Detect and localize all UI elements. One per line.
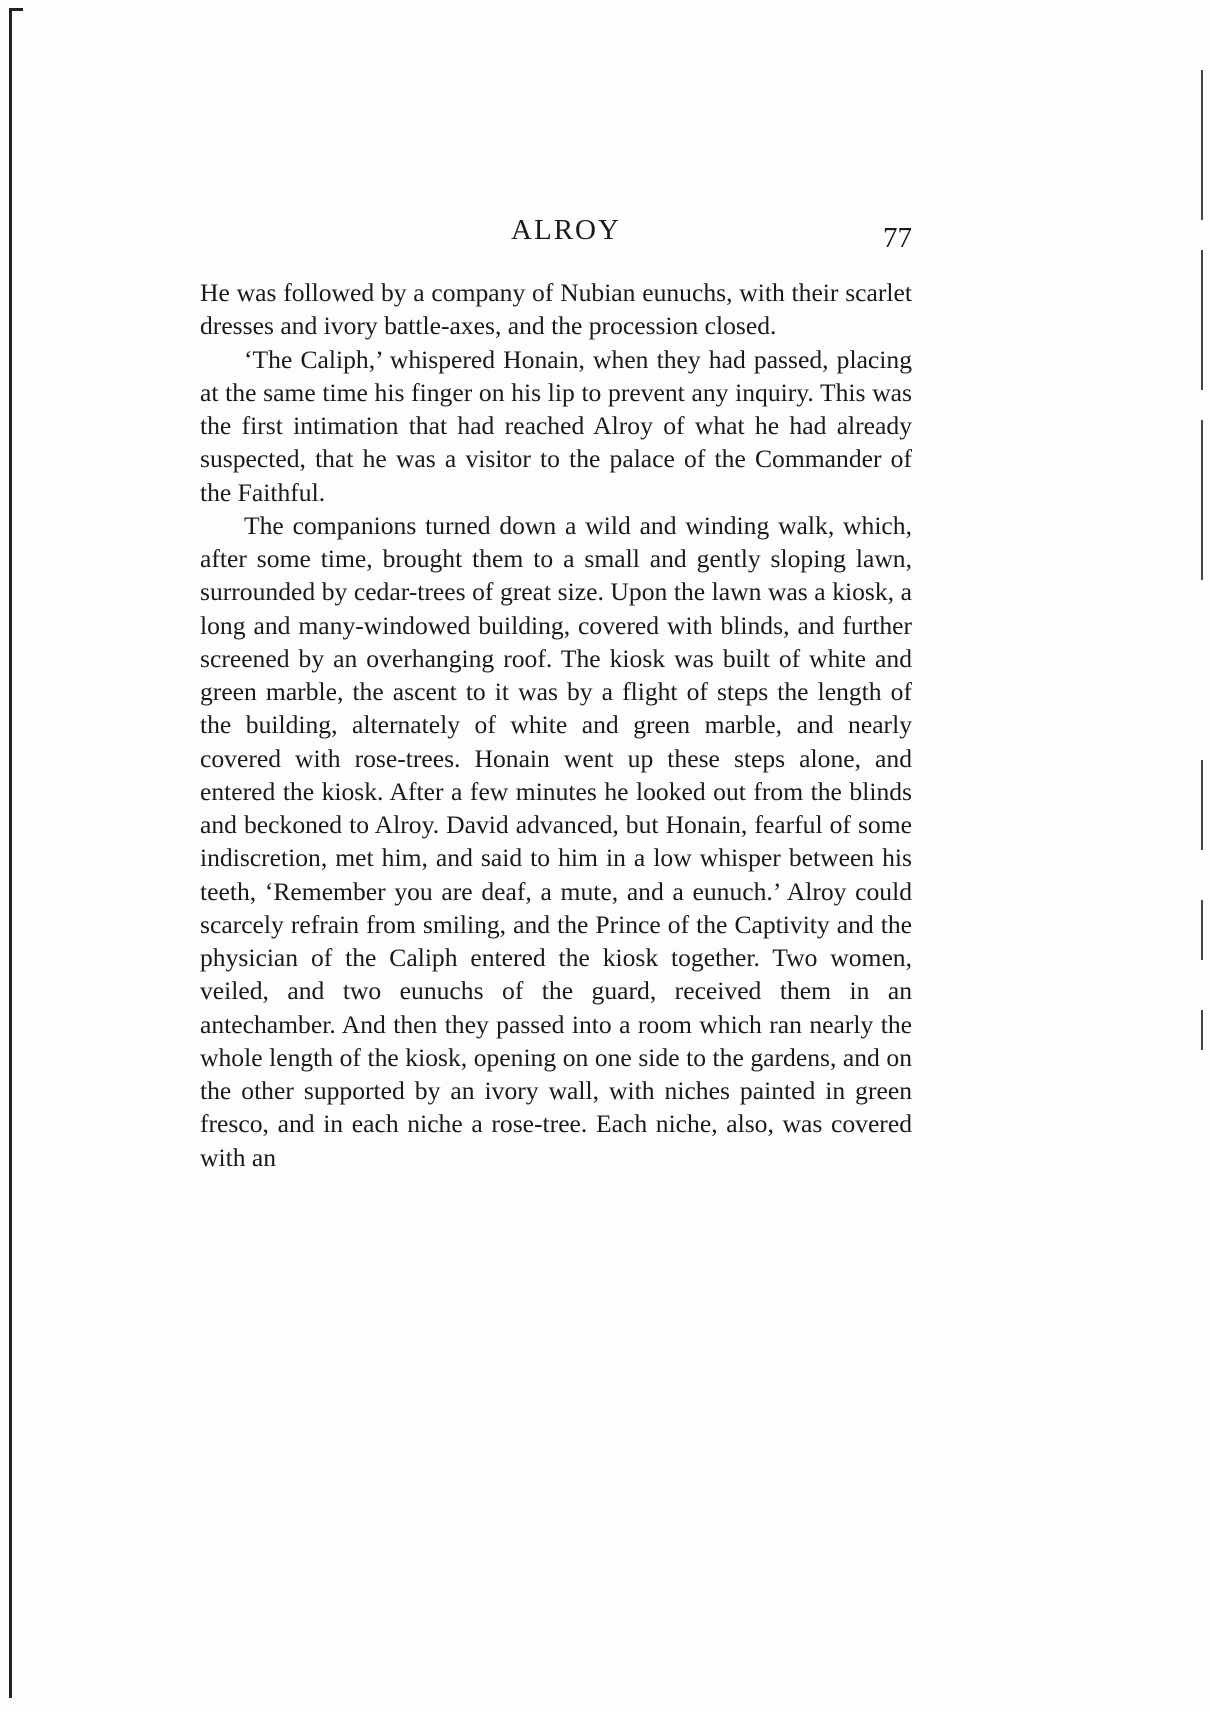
scan-edge-mark bbox=[1201, 70, 1203, 220]
paragraph: ‘The Caliph,’ whispered Honain, when they had passed, placing at the same time his finger on his lip to prevent any inquiry. This was the first intimation that had reached Alroy of what he had already suspected, that he was a visitor to the palace of the Commander of the Faithful. bbox=[200, 344, 912, 507]
scan-edge-mark bbox=[1201, 420, 1203, 580]
paragraph: He was followed by a company of Nubian eunuchs, with their scarlet dresses and ivory battle-axes, and the procession closed. bbox=[200, 278, 912, 341]
page-header bbox=[200, 214, 912, 258]
binding-edge-corner bbox=[9, 8, 23, 11]
binding-edge bbox=[9, 8, 12, 1698]
scan-edge-mark bbox=[1201, 250, 1203, 390]
paragraph: The companions turned down a wild and winding walk, which, after some time, brought them to a small and gently sloping lawn, surrounded by cedar-trees of great size. Upon the lawn was a kiosk, a long and many-windowed building, covered with blinds, and further screened by an overhanging roof. The kiosk was built of white and green marble, the ascent to it was by a flight of steps the length of the building, alternately of white and green marble, and nearly covered with rose-trees. Honain went up these steps alone, and entered the kiosk. After a few minutes he looked out from the blinds and beckoned to Alroy. David advanced, but Honain, fearful of some indiscretion, met him, and said to him in a low whisper between his teeth, ‘Remember you are deaf, a mute, and a eunuch.’ Alroy could scarcely refrain from smiling, and the Prince of the Captivity and the physician of the Caliph entered the kiosk together. Two women, veiled, and two eunuchs of the guard, received them in an antechamber. And then they passed into a room which ran nearly the whole length of the kiosk, opening on one side to the gardens, and on the other supported by an ivory wall, with niches painted in green fresco, and in each niche a rose-tree. Each niche, also, was covered with an bbox=[200, 510, 912, 1172]
running-head: ALROY bbox=[511, 214, 621, 246]
page-number: 77 bbox=[883, 222, 912, 254]
body-text bbox=[200, 276, 912, 1174]
scan-edge-mark bbox=[1201, 900, 1203, 960]
scan-edge-mark bbox=[1201, 1010, 1203, 1050]
scan-edge-mark bbox=[1201, 760, 1203, 850]
